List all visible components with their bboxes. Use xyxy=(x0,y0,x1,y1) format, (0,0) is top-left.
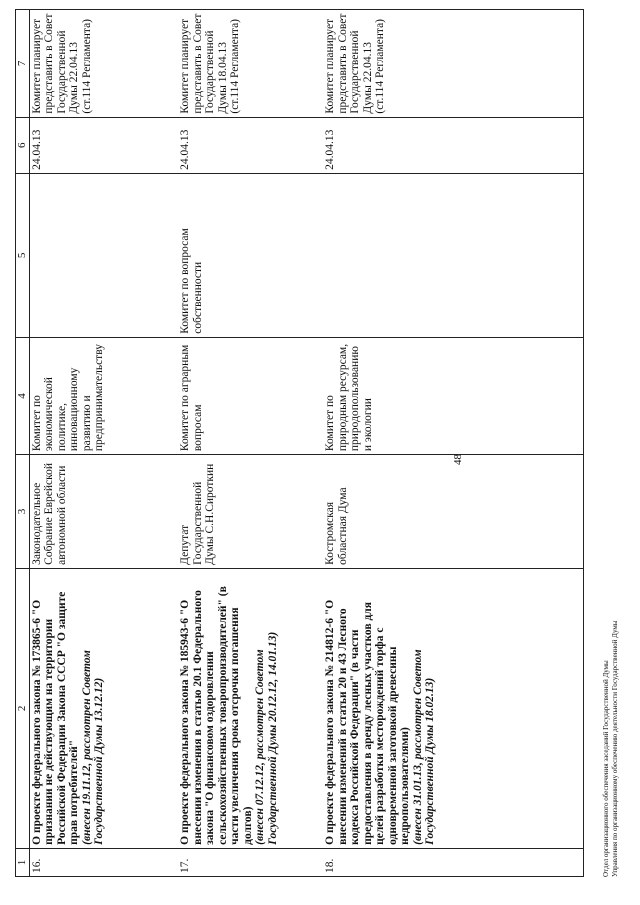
bill-note: (внесен 19.11.12, рассмотрен Советом Государственной Думы 13.12.12) xyxy=(80,650,105,845)
plan-cell: Комитет планирует представить в Совет Государственной Думы 22.04.13 (ст.114 Регламента) xyxy=(323,10,583,118)
footer-line-1: Отдел организационного обеспечения заседаний Государственной Думы xyxy=(602,660,610,877)
date-cell: 24.04.13 xyxy=(29,117,178,173)
table-row xyxy=(178,10,323,877)
bill-title: О проекте федерального закона № 214812-6 "О внесении изменений в статьи 20 и 43 Лесного кодекса Российской Федерации" (в части предоставления в аренду лесных участков для целей разработки месторождений торфа с одновременной заготовкой древесины недропользователями) xyxy=(324,599,411,845)
column-header-7: 7 xyxy=(16,10,30,118)
column-header-2: 2 xyxy=(16,568,30,848)
bill-cell xyxy=(29,568,178,848)
initiator-cell: Костромская областная Дума xyxy=(323,455,583,569)
table-header xyxy=(16,10,30,877)
plan-cell: Комитет планирует представить в Совет Государственной Думы 22.04.13 (ст.114 Регламента) xyxy=(29,10,178,118)
row-number: 18. xyxy=(323,848,583,876)
column-header-5: 5 xyxy=(16,173,30,337)
table-row xyxy=(323,10,583,877)
initiator-cell: Законодательное Собрание Еврейской автономной области xyxy=(29,455,178,569)
column-header-3: 3 xyxy=(16,455,30,569)
row-number: 17. xyxy=(178,848,323,876)
bill-cell xyxy=(323,568,583,848)
date-cell: 24.04.13 xyxy=(178,117,323,173)
column-header-1: 1 xyxy=(16,848,30,876)
table-row xyxy=(29,10,178,877)
column-header-6: 6 xyxy=(16,117,30,173)
row-number: 16. xyxy=(29,848,178,876)
co-committee-cell xyxy=(323,173,583,337)
co-committee-cell: Комитет по вопросам собственности xyxy=(178,173,323,337)
bill-note: (внесен 07.12.12, рассмотрен Советом Государственной Думы 20.12.12, 14.01.13) xyxy=(254,631,279,845)
column-header-4: 4 xyxy=(16,337,30,454)
date-cell: 24.04.13 xyxy=(323,117,583,173)
committee-cell: Комитет по природным ресурсам, природопользованию и экологии xyxy=(323,337,583,454)
bill-title: О проекте федерального закона № 185943-6 "О внесении изменения в статью 20.1 Федерального закона "О финансовом оздоровлении сельскохозяйственных товаропроизводителей" (в части увеличения срока отсрочки погашения долгов) xyxy=(179,586,254,845)
bill-cell xyxy=(178,568,323,848)
bill-title: О проекте федерального закона № 173865-6 "О признании не действующим на территории Российской Федерации Закона СССР "О защите прав потребителей" xyxy=(30,591,80,845)
bill-note: (внесен 31.01.13, рассмотрен Советом Государственной Думы 18.02.13) xyxy=(411,649,436,845)
table-header-row xyxy=(16,10,30,877)
footer-line-2: Управления по организационному обеспечению деятельности Государственной Думы xyxy=(611,620,619,877)
plan-cell: Комитет планирует представить в Совет Государственной Думы 18.04.13 (ст.114 Регламента) xyxy=(178,10,323,118)
page-number: 48 xyxy=(452,454,464,465)
co-committee-cell xyxy=(29,173,178,337)
committee-cell: Комитет по аграрным вопросам xyxy=(178,337,323,454)
bills-table xyxy=(15,9,584,877)
document-footer xyxy=(602,621,620,877)
initiator-cell: Депутат Государственной Думы С.Н.Сироткин xyxy=(178,455,323,569)
committee-cell: Комитет по экономической политике, инновационному развитию и предпринимательству xyxy=(29,337,178,454)
